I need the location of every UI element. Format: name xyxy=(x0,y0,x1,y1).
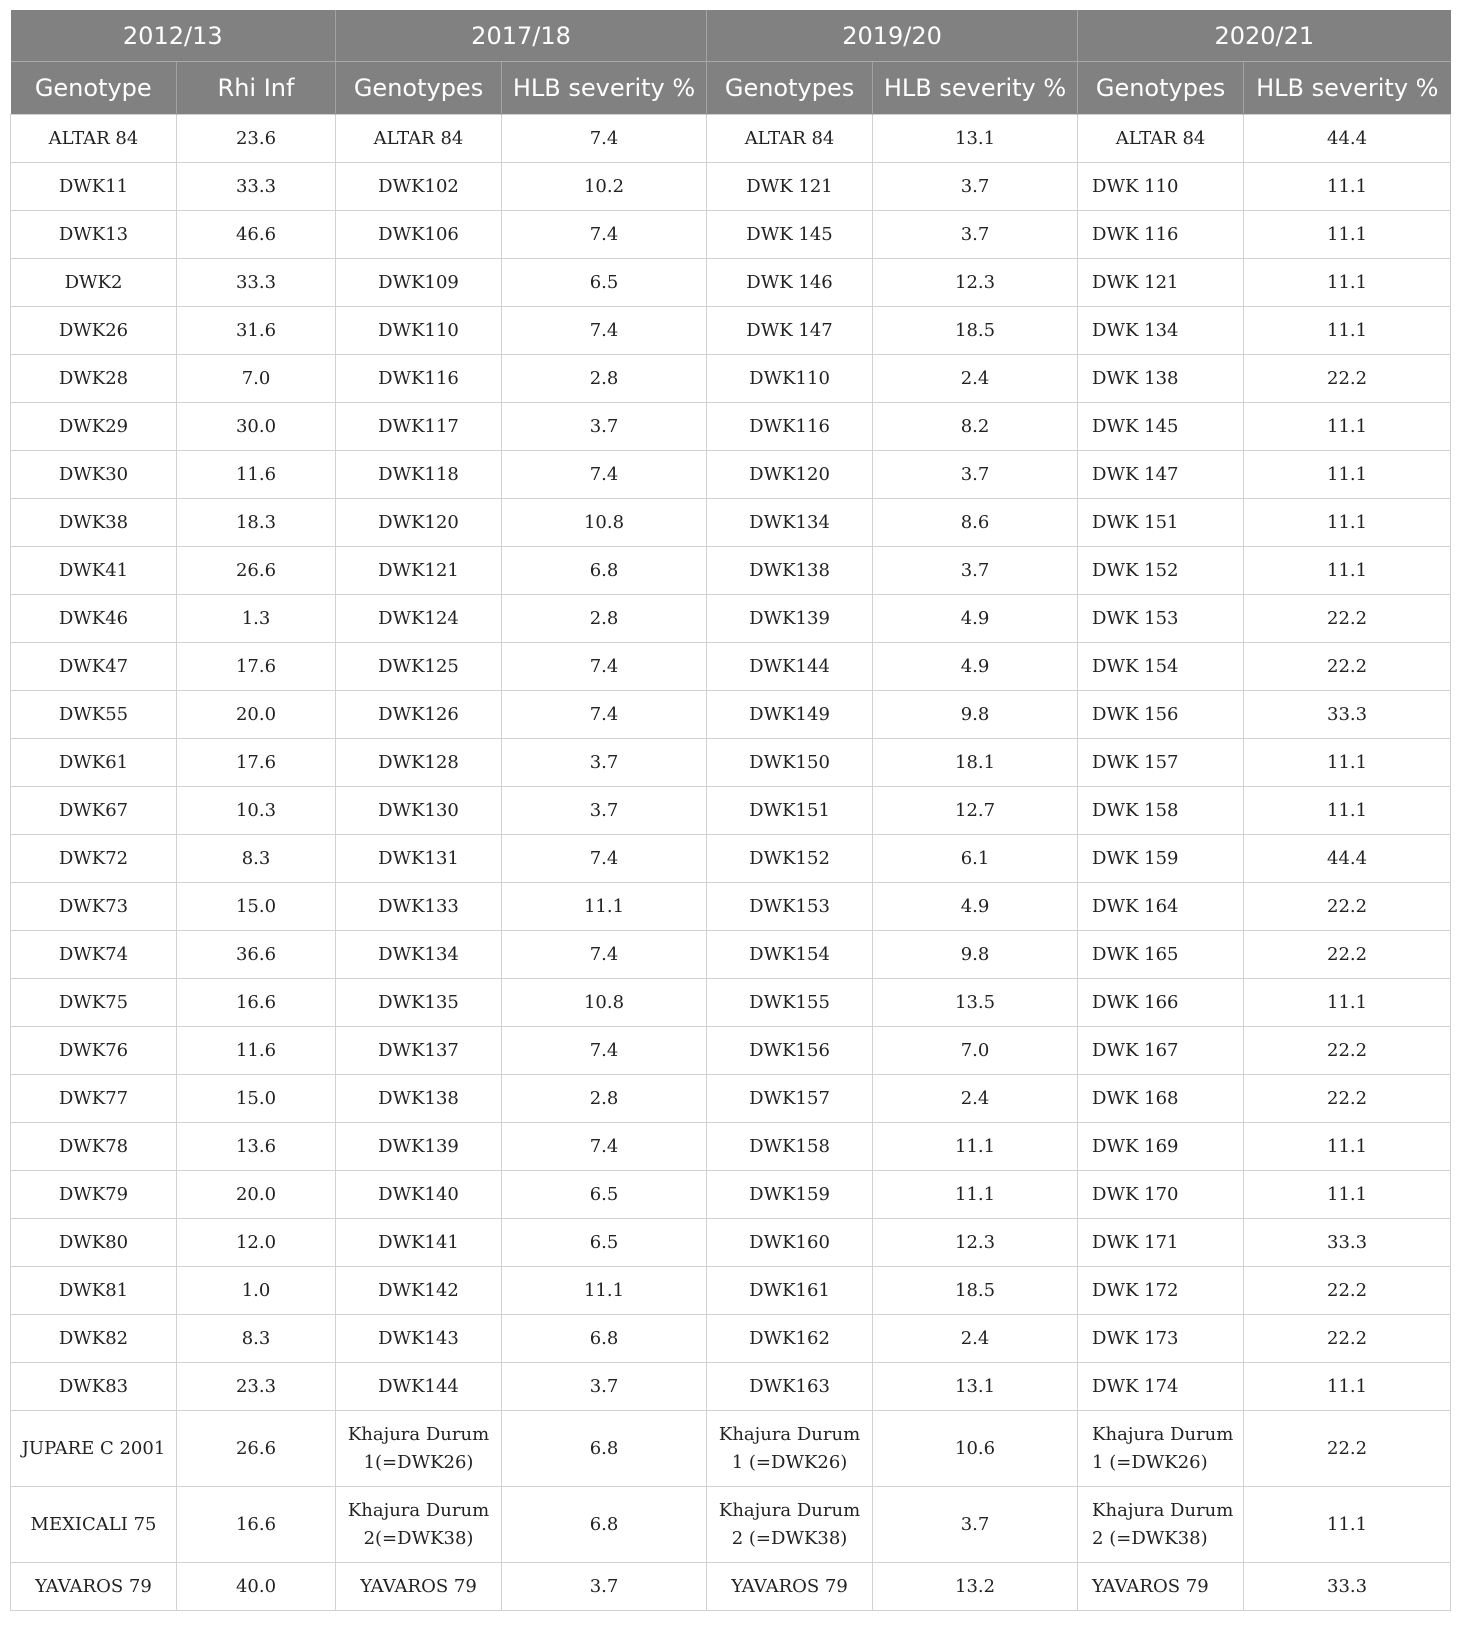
genotype-cell: DWK 170 xyxy=(1078,1171,1244,1219)
genotype-cell: DWK120 xyxy=(336,499,502,547)
rhi-inf-cell: 17.6 xyxy=(177,643,336,691)
genotype-cell: DWK72 xyxy=(11,835,177,883)
genotype-cell: YAVAROS 79 xyxy=(1078,1563,1244,1611)
rhi-inf-cell: 13.6 xyxy=(177,1123,336,1171)
hlb-severity-cell: 6.8 xyxy=(502,1315,707,1363)
genotype-cell: DWK 152 xyxy=(1078,547,1244,595)
hlb-severity-cell: 12.7 xyxy=(873,787,1078,835)
genotype-cell: DWK47 xyxy=(11,643,177,691)
table-row xyxy=(11,1487,1451,1563)
genotype-cell: DWK139 xyxy=(336,1123,502,1171)
hlb-severity-cell: 18.1 xyxy=(873,739,1078,787)
year-header-2020-21: 2020/21 xyxy=(1078,10,1451,62)
table-row xyxy=(11,739,1451,787)
rhi-inf-cell: 8.3 xyxy=(177,835,336,883)
genotype-cell: DWK151 xyxy=(707,787,873,835)
hlb-severity-cell: 18.5 xyxy=(873,1267,1078,1315)
hlb-severity-cell: 12.3 xyxy=(873,1219,1078,1267)
hlb-severity-cell: 11.1 xyxy=(1244,307,1451,355)
genotype-cell: DWK118 xyxy=(336,451,502,499)
genotype-cell: DWK139 xyxy=(707,595,873,643)
hlb-severity-cell: 3.7 xyxy=(873,547,1078,595)
table-row xyxy=(11,643,1451,691)
genotype-cell: DWK55 xyxy=(11,691,177,739)
hlb-severity-cell: 11.1 xyxy=(502,883,707,931)
genotype-cell: DWK163 xyxy=(707,1363,873,1411)
genotype-cell: DWK38 xyxy=(11,499,177,547)
genotype-cell: DWK109 xyxy=(336,259,502,307)
genotype-cell: DWK77 xyxy=(11,1075,177,1123)
genotype-cell: DWK117 xyxy=(336,403,502,451)
hlb-severity-cell: 44.4 xyxy=(1244,835,1451,883)
genotype-cell: DWK153 xyxy=(707,883,873,931)
hlb-severity-cell: 2.4 xyxy=(873,1075,1078,1123)
genotype-cell: Khajura Durum 1 (=DWK26) xyxy=(1078,1411,1244,1487)
genotype-cell: DWK67 xyxy=(11,787,177,835)
genotype-cell: ALTAR 84 xyxy=(707,115,873,163)
hlb-severity-cell: 11.1 xyxy=(1244,451,1451,499)
genotype-cell: ALTAR 84 xyxy=(336,115,502,163)
genotype-cell: DWK2 xyxy=(11,259,177,307)
genotype-cell: DWK61 xyxy=(11,739,177,787)
table-row xyxy=(11,307,1451,355)
genotype-cell: DWK 166 xyxy=(1078,979,1244,1027)
table-row xyxy=(11,1563,1451,1611)
hlb-severity-cell: 4.9 xyxy=(873,595,1078,643)
genotype-cell: DWK143 xyxy=(336,1315,502,1363)
genotype-cell: DWK 145 xyxy=(1078,403,1244,451)
hlb-severity-cell: 22.2 xyxy=(1244,355,1451,403)
hlb-severity-cell: 7.4 xyxy=(502,307,707,355)
hlb-severity-cell: 3.7 xyxy=(873,1487,1078,1563)
rhi-inf-cell: 40.0 xyxy=(177,1563,336,1611)
genotype-cell: DWK28 xyxy=(11,355,177,403)
table-row xyxy=(11,259,1451,307)
hlb-severity-cell: 3.7 xyxy=(502,1563,707,1611)
genotype-cell: DWK 147 xyxy=(707,307,873,355)
hlb-severity-cell: 7.4 xyxy=(502,1123,707,1171)
rhi-inf-cell: 31.6 xyxy=(177,307,336,355)
hlb-severity-cell: 11.1 xyxy=(1244,259,1451,307)
table-row xyxy=(11,355,1451,403)
hlb-severity-cell: 13.1 xyxy=(873,115,1078,163)
hlb-severity-cell: 13.5 xyxy=(873,979,1078,1027)
hlb-severity-cell: 33.3 xyxy=(1244,1563,1451,1611)
genotype-cell: DWK 110 xyxy=(1078,163,1244,211)
genotype-cell: DWK149 xyxy=(707,691,873,739)
hlb-severity-table xyxy=(10,10,1451,1611)
genotype-cell: DWK162 xyxy=(707,1315,873,1363)
hlb-severity-cell: 22.2 xyxy=(1244,595,1451,643)
column-header-row xyxy=(11,62,1451,115)
rhi-inf-cell: 26.6 xyxy=(177,547,336,595)
genotype-cell: DWK157 xyxy=(707,1075,873,1123)
genotype-cell: DWK 165 xyxy=(1078,931,1244,979)
genotype-cell: DWK142 xyxy=(336,1267,502,1315)
genotype-cell: DWK130 xyxy=(336,787,502,835)
genotype-cell: DWK30 xyxy=(11,451,177,499)
genotype-cell: DWK74 xyxy=(11,931,177,979)
table-row xyxy=(11,1171,1451,1219)
table-row xyxy=(11,595,1451,643)
rhi-inf-cell: 46.6 xyxy=(177,211,336,259)
table-row xyxy=(11,883,1451,931)
hlb-severity-cell: 3.7 xyxy=(873,163,1078,211)
table-row xyxy=(11,163,1451,211)
hlb-severity-cell: 7.4 xyxy=(502,451,707,499)
hlb-severity-cell: 22.2 xyxy=(1244,1315,1451,1363)
rhi-inf-cell: 15.0 xyxy=(177,1075,336,1123)
genotype-cell: DWK 138 xyxy=(1078,355,1244,403)
genotype-cell: DWK 145 xyxy=(707,211,873,259)
genotype-cell: DWK126 xyxy=(336,691,502,739)
genotype-cell: DWK13 xyxy=(11,211,177,259)
rhi-inf-cell: 10.3 xyxy=(177,787,336,835)
column-header-hlb-severity: HLB severity % xyxy=(873,62,1078,115)
hlb-severity-cell: 18.5 xyxy=(873,307,1078,355)
genotype-cell: DWK116 xyxy=(336,355,502,403)
genotype-cell: Khajura Durum 1 (=DWK26) xyxy=(707,1411,873,1487)
hlb-severity-cell: 6.8 xyxy=(502,1411,707,1487)
genotype-cell: ALTAR 84 xyxy=(11,115,177,163)
genotype-cell: DWK138 xyxy=(707,547,873,595)
genotype-cell: DWK 159 xyxy=(1078,835,1244,883)
hlb-severity-cell: 3.7 xyxy=(502,787,707,835)
hlb-severity-cell: 3.7 xyxy=(873,211,1078,259)
rhi-inf-cell: 33.3 xyxy=(177,259,336,307)
genotype-cell: DWK73 xyxy=(11,883,177,931)
rhi-inf-cell: 18.3 xyxy=(177,499,336,547)
hlb-severity-cell: 2.8 xyxy=(502,355,707,403)
hlb-severity-cell: 7.4 xyxy=(502,115,707,163)
hlb-severity-cell: 7.4 xyxy=(502,1027,707,1075)
genotype-cell: DWK 168 xyxy=(1078,1075,1244,1123)
hlb-severity-cell: 8.2 xyxy=(873,403,1078,451)
genotype-cell: DWK 147 xyxy=(1078,451,1244,499)
genotype-cell: DWK78 xyxy=(11,1123,177,1171)
table-row xyxy=(11,211,1451,259)
table-row xyxy=(11,691,1451,739)
rhi-inf-cell: 8.3 xyxy=(177,1315,336,1363)
genotype-cell: DWK131 xyxy=(336,835,502,883)
genotype-cell: ALTAR 84 xyxy=(1078,115,1244,163)
rhi-inf-cell: 23.6 xyxy=(177,115,336,163)
rhi-inf-cell: 20.0 xyxy=(177,691,336,739)
hlb-severity-cell: 11.1 xyxy=(502,1267,707,1315)
column-header-hlb-severity: HLB severity % xyxy=(1244,62,1451,115)
table-row xyxy=(11,787,1451,835)
rhi-inf-cell: 20.0 xyxy=(177,1171,336,1219)
hlb-severity-cell: 11.1 xyxy=(1244,1171,1451,1219)
genotype-cell: DWK124 xyxy=(336,595,502,643)
hlb-severity-cell: 6.5 xyxy=(502,259,707,307)
genotype-cell: DWK128 xyxy=(336,739,502,787)
genotype-cell: DWK 121 xyxy=(707,163,873,211)
column-header-genotypes: Genotypes xyxy=(707,62,873,115)
genotype-cell: DWK155 xyxy=(707,979,873,1027)
rhi-inf-cell: 16.6 xyxy=(177,979,336,1027)
year-header-2012-13: 2012/13 xyxy=(11,10,336,62)
genotype-cell: DWK141 xyxy=(336,1219,502,1267)
genotype-cell: DWK 171 xyxy=(1078,1219,1244,1267)
genotype-cell: DWK 121 xyxy=(1078,259,1244,307)
hlb-severity-cell: 12.3 xyxy=(873,259,1078,307)
rhi-inf-cell: 7.0 xyxy=(177,355,336,403)
hlb-severity-cell: 2.4 xyxy=(873,355,1078,403)
hlb-severity-cell: 9.8 xyxy=(873,931,1078,979)
genotype-cell: DWK110 xyxy=(707,355,873,403)
hlb-severity-cell: 7.0 xyxy=(873,1027,1078,1075)
genotype-cell: DWK 167 xyxy=(1078,1027,1244,1075)
hlb-severity-cell: 33.3 xyxy=(1244,1219,1451,1267)
hlb-severity-cell: 2.8 xyxy=(502,595,707,643)
genotype-cell: DWK125 xyxy=(336,643,502,691)
genotype-cell: DWK152 xyxy=(707,835,873,883)
hlb-severity-cell: 22.2 xyxy=(1244,883,1451,931)
hlb-severity-cell: 11.1 xyxy=(1244,547,1451,595)
year-header-2017-18: 2017/18 xyxy=(336,10,707,62)
genotype-cell: DWK75 xyxy=(11,979,177,1027)
genotype-cell: DWK140 xyxy=(336,1171,502,1219)
genotype-cell: DWK76 xyxy=(11,1027,177,1075)
genotype-cell: DWK 157 xyxy=(1078,739,1244,787)
genotype-cell: DWK160 xyxy=(707,1219,873,1267)
table-row xyxy=(11,1411,1451,1487)
hlb-severity-cell: 10.2 xyxy=(502,163,707,211)
table-row xyxy=(11,1027,1451,1075)
rhi-inf-cell: 17.6 xyxy=(177,739,336,787)
rhi-inf-cell: 11.6 xyxy=(177,1027,336,1075)
genotype-cell: YAVAROS 79 xyxy=(11,1563,177,1611)
genotype-cell: DWK138 xyxy=(336,1075,502,1123)
genotype-cell: DWK 158 xyxy=(1078,787,1244,835)
rhi-inf-cell: 26.6 xyxy=(177,1411,336,1487)
genotype-cell: DWK 173 xyxy=(1078,1315,1244,1363)
genotype-cell: DWK11 xyxy=(11,163,177,211)
hlb-severity-cell: 7.4 xyxy=(502,211,707,259)
hlb-severity-cell: 11.1 xyxy=(873,1123,1078,1171)
hlb-severity-cell: 6.1 xyxy=(873,835,1078,883)
genotype-cell: Khajura Durum 1(=DWK26) xyxy=(336,1411,502,1487)
hlb-severity-cell: 10.6 xyxy=(873,1411,1078,1487)
rhi-inf-cell: 15.0 xyxy=(177,883,336,931)
table-row xyxy=(11,403,1451,451)
genotype-cell: DWK26 xyxy=(11,307,177,355)
hlb-severity-cell: 44.4 xyxy=(1244,115,1451,163)
rhi-inf-cell: 30.0 xyxy=(177,403,336,451)
genotype-cell: DWK81 xyxy=(11,1267,177,1315)
table-row xyxy=(11,1219,1451,1267)
hlb-severity-cell: 9.8 xyxy=(873,691,1078,739)
rhi-inf-cell: 16.6 xyxy=(177,1487,336,1563)
rhi-inf-cell: 23.3 xyxy=(177,1363,336,1411)
genotype-cell: DWK134 xyxy=(336,931,502,979)
year-header-2019-20: 2019/20 xyxy=(707,10,1078,62)
hlb-severity-cell: 11.1 xyxy=(1244,211,1451,259)
rhi-inf-cell: 33.3 xyxy=(177,163,336,211)
genotype-cell: MEXICALI 75 xyxy=(11,1487,177,1563)
table-row xyxy=(11,1363,1451,1411)
hlb-severity-cell: 11.1 xyxy=(1244,1487,1451,1563)
genotype-cell: Khajura Durum 2(=DWK38) xyxy=(336,1487,502,1563)
hlb-severity-cell: 6.8 xyxy=(502,547,707,595)
table-row xyxy=(11,451,1451,499)
genotype-cell: DWK82 xyxy=(11,1315,177,1363)
genotype-cell: DWK144 xyxy=(336,1363,502,1411)
hlb-severity-cell: 11.1 xyxy=(1244,1363,1451,1411)
genotype-cell: DWK 116 xyxy=(1078,211,1244,259)
genotype-cell: DWK 154 xyxy=(1078,643,1244,691)
genotype-cell: DWK154 xyxy=(707,931,873,979)
table-row xyxy=(11,931,1451,979)
table-body xyxy=(11,115,1451,1611)
genotype-cell: DWK 153 xyxy=(1078,595,1244,643)
table-header xyxy=(11,10,1451,115)
column-header-genotypes: Genotypes xyxy=(1078,62,1244,115)
genotype-cell: DWK106 xyxy=(336,211,502,259)
hlb-severity-cell: 22.2 xyxy=(1244,1075,1451,1123)
hlb-severity-cell: 8.6 xyxy=(873,499,1078,547)
hlb-severity-cell: 22.2 xyxy=(1244,931,1451,979)
genotype-cell: DWK134 xyxy=(707,499,873,547)
hlb-severity-cell: 4.9 xyxy=(873,643,1078,691)
genotype-cell: DWK110 xyxy=(336,307,502,355)
year-header-row xyxy=(11,10,1451,62)
hlb-severity-cell: 6.8 xyxy=(502,1487,707,1563)
rhi-inf-cell: 11.6 xyxy=(177,451,336,499)
hlb-severity-cell: 7.4 xyxy=(502,835,707,883)
genotype-cell: DWK80 xyxy=(11,1219,177,1267)
hlb-severity-cell: 4.9 xyxy=(873,883,1078,931)
genotype-cell: DWK150 xyxy=(707,739,873,787)
genotype-cell: DWK 164 xyxy=(1078,883,1244,931)
genotype-cell: DWK 156 xyxy=(1078,691,1244,739)
hlb-severity-cell: 13.2 xyxy=(873,1563,1078,1611)
genotype-cell: DWK29 xyxy=(11,403,177,451)
genotype-cell: YAVAROS 79 xyxy=(707,1563,873,1611)
hlb-severity-cell: 10.8 xyxy=(502,499,707,547)
genotype-cell: DWK120 xyxy=(707,451,873,499)
table-row xyxy=(11,115,1451,163)
genotype-cell: DWK79 xyxy=(11,1171,177,1219)
column-header-genotype: Genotype xyxy=(11,62,177,115)
genotype-cell: DWK137 xyxy=(336,1027,502,1075)
hlb-severity-cell: 3.7 xyxy=(502,739,707,787)
genotype-cell: Khajura Durum 2 (=DWK38) xyxy=(1078,1487,1244,1563)
genotype-cell: DWK161 xyxy=(707,1267,873,1315)
hlb-severity-cell: 3.7 xyxy=(502,403,707,451)
hlb-severity-cell: 7.4 xyxy=(502,931,707,979)
hlb-severity-cell: 11.1 xyxy=(1244,403,1451,451)
column-header-rhi-inf: Rhi Inf xyxy=(177,62,336,115)
hlb-severity-cell: 22.2 xyxy=(1244,643,1451,691)
genotype-cell: DWK116 xyxy=(707,403,873,451)
hlb-severity-cell: 3.7 xyxy=(873,451,1078,499)
table-row xyxy=(11,1315,1451,1363)
hlb-severity-cell: 10.8 xyxy=(502,979,707,1027)
genotype-cell: DWK 172 xyxy=(1078,1267,1244,1315)
hlb-severity-cell: 7.4 xyxy=(502,691,707,739)
hlb-severity-cell: 6.5 xyxy=(502,1219,707,1267)
genotype-cell: YAVAROS 79 xyxy=(336,1563,502,1611)
genotype-cell: DWK 174 xyxy=(1078,1363,1244,1411)
rhi-inf-cell: 1.0 xyxy=(177,1267,336,1315)
hlb-severity-cell: 11.1 xyxy=(1244,499,1451,547)
genotype-cell: DWK102 xyxy=(336,163,502,211)
column-header-genotypes: Genotypes xyxy=(336,62,502,115)
genotype-cell: DWK135 xyxy=(336,979,502,1027)
hlb-severity-cell: 22.2 xyxy=(1244,1411,1451,1487)
genotype-cell: DWK158 xyxy=(707,1123,873,1171)
table-row xyxy=(11,499,1451,547)
rhi-inf-cell: 12.0 xyxy=(177,1219,336,1267)
genotype-cell: DWK 169 xyxy=(1078,1123,1244,1171)
hlb-severity-cell: 11.1 xyxy=(873,1171,1078,1219)
hlb-severity-cell: 11.1 xyxy=(1244,739,1451,787)
genotype-cell: DWK144 xyxy=(707,643,873,691)
genotype-cell: DWK83 xyxy=(11,1363,177,1411)
genotype-cell: JUPARE C 2001 xyxy=(11,1411,177,1487)
hlb-severity-cell: 22.2 xyxy=(1244,1027,1451,1075)
table-row xyxy=(11,547,1451,595)
genotype-cell: DWK159 xyxy=(707,1171,873,1219)
genotype-cell: DWK 151 xyxy=(1078,499,1244,547)
genotype-cell: DWK46 xyxy=(11,595,177,643)
table-row xyxy=(11,835,1451,883)
hlb-severity-cell: 11.1 xyxy=(1244,1123,1451,1171)
genotype-cell: DWK121 xyxy=(336,547,502,595)
hlb-severity-cell: 3.7 xyxy=(502,1363,707,1411)
genotype-cell: DWK133 xyxy=(336,883,502,931)
genotype-cell: DWK 146 xyxy=(707,259,873,307)
hlb-severity-cell: 11.1 xyxy=(1244,979,1451,1027)
hlb-severity-cell: 2.4 xyxy=(873,1315,1078,1363)
genotype-cell: DWK 134 xyxy=(1078,307,1244,355)
hlb-severity-cell: 11.1 xyxy=(1244,163,1451,211)
hlb-severity-cell: 22.2 xyxy=(1244,1267,1451,1315)
column-header-hlb-severity: HLB severity % xyxy=(502,62,707,115)
hlb-severity-cell: 6.5 xyxy=(502,1171,707,1219)
hlb-severity-cell: 7.4 xyxy=(502,643,707,691)
rhi-inf-cell: 36.6 xyxy=(177,931,336,979)
table-row xyxy=(11,1075,1451,1123)
hlb-severity-cell: 33.3 xyxy=(1244,691,1451,739)
table-row xyxy=(11,1123,1451,1171)
genotype-cell: DWK156 xyxy=(707,1027,873,1075)
table-row xyxy=(11,979,1451,1027)
genotype-cell: DWK41 xyxy=(11,547,177,595)
rhi-inf-cell: 1.3 xyxy=(177,595,336,643)
table-row xyxy=(11,1267,1451,1315)
hlb-severity-cell: 2.8 xyxy=(502,1075,707,1123)
hlb-severity-cell: 13.1 xyxy=(873,1363,1078,1411)
hlb-severity-cell: 11.1 xyxy=(1244,787,1451,835)
genotype-cell: Khajura Durum 2 (=DWK38) xyxy=(707,1487,873,1563)
